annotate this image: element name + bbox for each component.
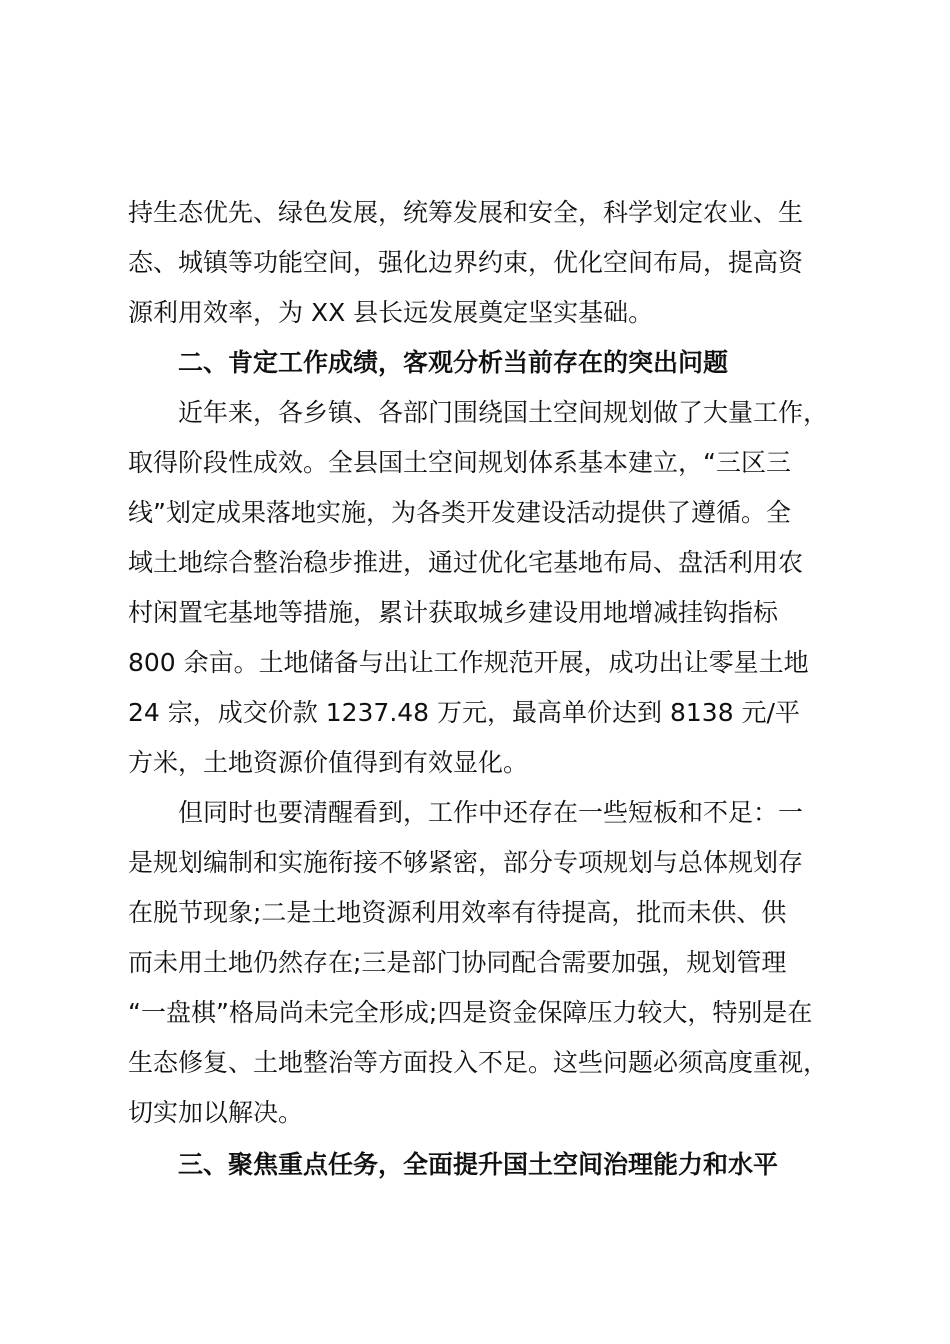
text-line: 域土地综合整治稳步推进，通过优化宅基地布局、盘活利用农	[128, 548, 804, 577]
text-line: 村闲置宅基地等措施，累计获取城乡建设用地增减挂钩指标	[128, 598, 779, 627]
text-line: 切实加以解决。	[128, 1098, 304, 1127]
text-line: 态、城镇等功能空间，强化边界约束，优化空间布局，提高资	[128, 248, 804, 277]
paragraph-achievements	[128, 388, 868, 788]
section-heading-3: 三、聚焦重点任务，全面提升国土空间治理能力和水平	[178, 1150, 779, 1179]
text-line: 源利用效率，为 XX 县长远发展奠定坚实基础。	[128, 298, 654, 327]
text-line: 方米，土地资源价值得到有效显化。	[128, 748, 529, 777]
paragraph-problems	[128, 788, 868, 1138]
text-line: 在脱节现象;二是土地资源利用效率有待提高，批而未供、供	[128, 898, 787, 927]
text-line: 近年来，各乡镇、各部门围绕国土空间规划做了大量工作，	[178, 398, 829, 427]
paragraph-continuation	[128, 188, 868, 338]
document-page	[128, 188, 868, 1190]
text-line: 是规划编制和实施衔接不够紧密，部分专项规划与总体规划存	[128, 848, 804, 877]
text-line: 24 宗，成交价款 1237.48 万元，最高单价达到 8138 元/平	[128, 698, 800, 727]
text-line: 而未用土地仍然存在;三是部门协同配合需要加强，规划管理	[128, 948, 787, 977]
text-line: 持生态优先、绿色发展，统筹发展和安全，科学划定农业、生	[128, 198, 804, 227]
text-line: 但同时也要清醒看到，工作中还存在一些短板和不足：一	[178, 798, 804, 827]
text-line: 800 余亩。土地储备与出让工作规范开展，成功出让零星土地	[128, 648, 809, 677]
text-line: “一盘棋”格局尚未完全形成;四是资金保障压力较大，特别是在	[128, 998, 813, 1027]
text-line: 取得阶段性成效。全县国土空间规划体系基本建立，“三区三	[128, 448, 791, 477]
section-heading-2: 二、肯定工作成绩，客观分析当前存在的突出问题	[178, 348, 729, 377]
text-line: 线”划定成果落地实施，为各类开发建设活动提供了遵循。全	[128, 498, 791, 527]
text-line: 生态修复、土地整治等方面投入不足。这些问题必须高度重视，	[128, 1048, 829, 1077]
